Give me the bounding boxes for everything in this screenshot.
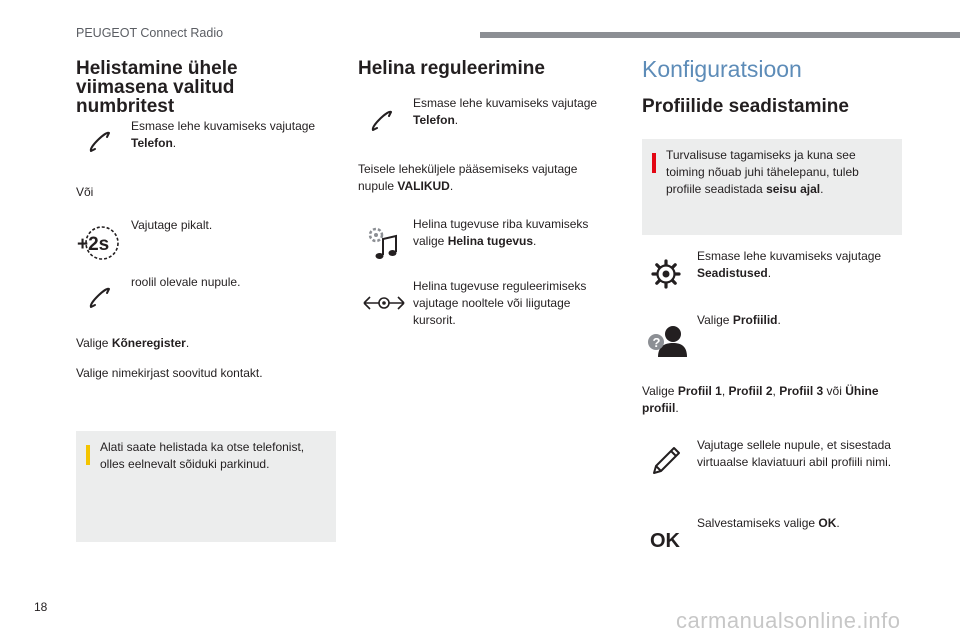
info-icon [86, 445, 90, 465]
col1-step1: Esmase lehe kuvamiseks vajutage Telefon. [131, 119, 316, 150]
col1-title: Helistamine ühele viimasena valitud numbritest [76, 58, 238, 117]
col2-title: Helina reguleerimine [358, 58, 545, 79]
steering-phone-icon [86, 284, 114, 312]
note-box [76, 431, 336, 542]
col2-step4: Helina tugevuse reguleerimiseks vajutage nooltele või liigutage kursorit. [413, 279, 587, 327]
col3-step5: Salvestamiseks valige OK. [697, 516, 840, 530]
phone-icon [368, 107, 396, 135]
col2-step2: Teisele leheküljele pääsemiseks vajutage nupule VALIKUD. [358, 162, 578, 193]
warning-box [642, 139, 902, 235]
col1-step3: roolil olevale nupule. [131, 275, 241, 289]
profile-icon [646, 322, 688, 358]
col1-select2: Valige nimekirjast soovitud kontakt. [76, 366, 263, 380]
col2-step3: Helina tugevuse riba kuvamiseks valige Helina tugevus. [413, 217, 589, 248]
col1-step2: Vajutage pikalt. [131, 218, 213, 232]
phone-icon [86, 128, 114, 156]
col3-step1: Esmase lehe kuvamiseks vajutage Seadistused. [697, 249, 882, 280]
col3-step3: Valige Profiil 1, Profiil 2, Profiil 3 või Ühine profiil. [642, 384, 879, 415]
ringtone-volume-icon [366, 225, 404, 263]
page-number: 18 [34, 600, 48, 614]
col3-step4: Vajutage sellele nupule, et sisestada virtuaalse klaviatuuri abil profiili nimi. [697, 438, 892, 469]
col3-title: Profiilide seadistamine [642, 96, 849, 117]
ok-icon: OK [650, 530, 680, 552]
volume-slider-icon [362, 292, 406, 314]
warning-icon [652, 153, 656, 173]
edit-pencil-icon [650, 443, 684, 477]
col1-select1: Valige Kõneregister. [76, 336, 190, 350]
note-text: Alati saate helistada ka otse telefonist, olles eelnevalt sõiduki parkinud. [100, 440, 305, 471]
col1-or: Või [76, 185, 94, 199]
section-title: Konfiguratsioon [642, 56, 802, 82]
header-bar [480, 32, 960, 38]
profile-question: ? [652, 335, 661, 350]
long-press-label: +2s [77, 234, 110, 255]
running-header: PEUGEOT Connect Radio [76, 26, 224, 40]
watermark: carmanualsonline.info [676, 608, 901, 633]
settings-gear-icon [650, 258, 682, 290]
warning-text: Turvalisuse tagamiseks ja kuna see toiming nõuab juhi tähelepanu, tuleb profiile seadistada seisu ajal. [666, 148, 859, 196]
col3-step2: Valige Profiilid. [697, 313, 781, 327]
col2-step1: Esmase lehe kuvamiseks vajutage Telefon. [413, 96, 598, 127]
long-press-icon [74, 225, 120, 261]
